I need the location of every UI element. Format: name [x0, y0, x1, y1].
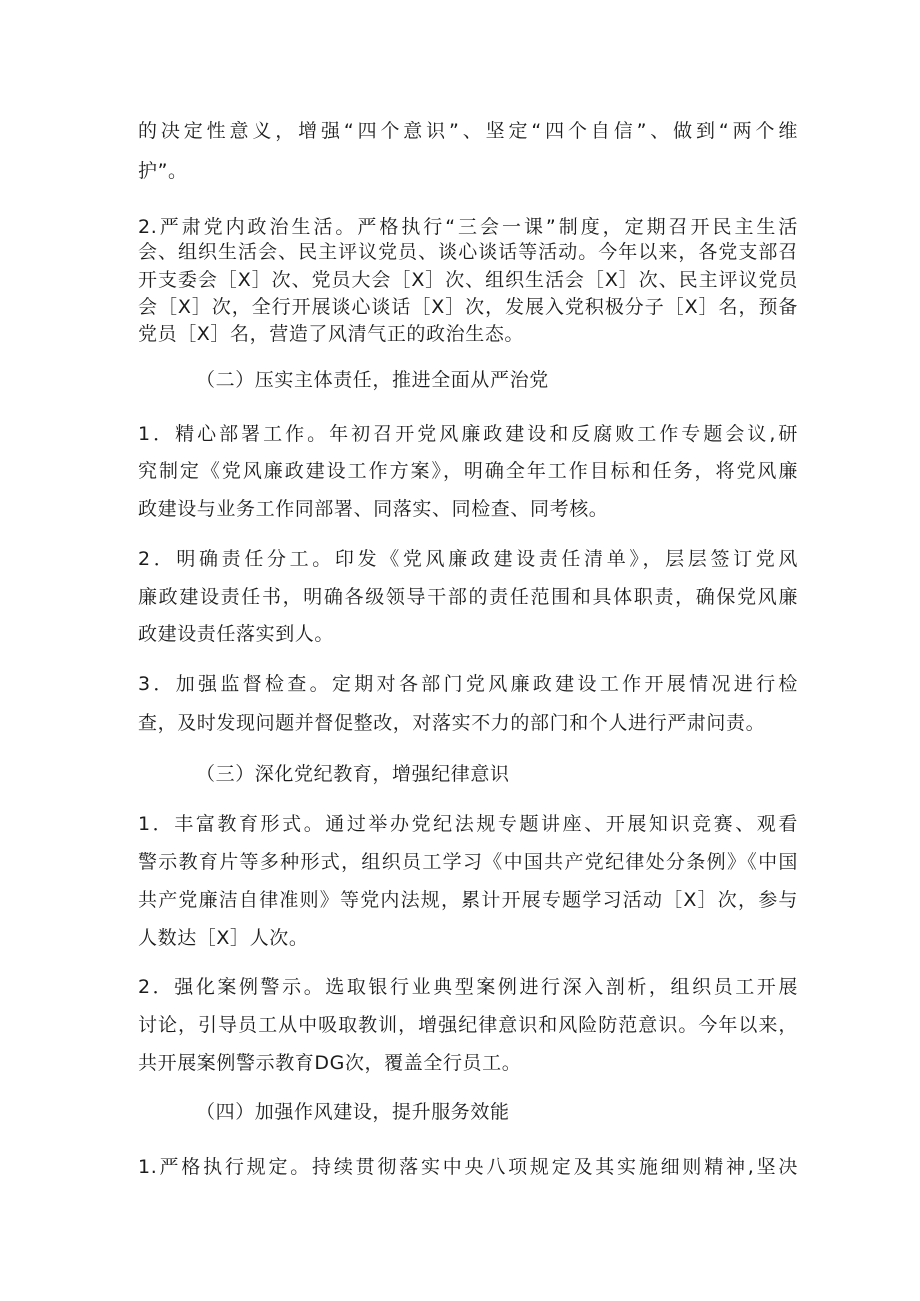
body-text-line: 政建设责任落实到人。: [138, 623, 335, 645]
body-text-line: 讨论，引导员工从中吸取教训，增强纪律意识和风险防范意识。今年以来，: [138, 1014, 798, 1036]
body-text-line: 1．丰富教育形式。通过举办党纪法规专题讲座、开展知识竞赛、观看: [138, 813, 798, 835]
body-text-line: 究制定《党风廉政建设工作方案》，明确全年工作目标和任务，将党风廉: [138, 460, 798, 482]
body-text-line: 1.严格执行规定。持续贯彻落实中央八项规定及其实施细则精神,坚决: [138, 1156, 798, 1178]
body-text-line: 会［X］次，全行开展谈心谈话［X］次，发展入党积极分子［X］名，预备: [138, 296, 798, 318]
body-text-line: 2．明确责任分工。印发《党风廉政建设责任清单》，层层签订党风: [138, 548, 798, 570]
body-text-line: 共产党廉洁自律准则》等党内法规，累计开展专题学习活动［X］次，参与: [138, 889, 798, 911]
body-text-line: 人数达［X］人次。: [138, 927, 309, 949]
body-text-line: 警示教育片等多种形式，组织员工学习《中国共产党纪律处分条例》《中国: [138, 851, 798, 873]
body-text-line: 廉政建设责任书，明确各级领导干部的责任范围和具体职责，确保党风廉: [138, 586, 798, 608]
section-heading: （三）深化党纪教育，增强纪律意识: [196, 763, 510, 785]
body-text-line: 党员［X］名，营造了风清气正的政治生态。: [138, 323, 525, 345]
body-text-line: 会、组织生活会、民主评议党员、谈心谈话等活动。今年以来，各党支部召: [138, 241, 798, 263]
body-text-line: 的决定性意义，增强“四个意识”、坚定“四个自信”、做到“两个维: [138, 120, 798, 142]
body-text-line: 政建设与业务工作同部署、同落实、同检查、同考核。: [138, 498, 609, 520]
section-heading: （四）加强作风建设，提升服务效能: [196, 1101, 510, 1123]
section-heading: （二）压实主体责任，推进全面从严治党: [196, 369, 549, 391]
body-text-line: 查，及时发现问题并督促整改，对落实不力的部门和个人进行严肃问责。: [138, 712, 766, 734]
body-text-line: 2.严肃党内政治生活。严格执行“三会一课”制度，定期召开民主生活: [138, 216, 798, 238]
body-text-line: 共开展案例警示教育DG次，覆盖全行员工。: [138, 1052, 522, 1074]
body-text-line: 3．加强监督检查。定期对各部门党风廉政建设工作开展情况进行检: [138, 673, 798, 695]
body-text-line: 1．精心部署工作。年初召开党风廉政建设和反腐败工作专题会议,研: [138, 423, 798, 445]
body-text-line: 开支委会［X］次、党员大会［X］次、组织生活会［X］次、民主评议党员: [138, 269, 798, 291]
body-text-line: 护”。: [138, 160, 188, 182]
body-text-line: 2．强化案例警示。选取银行业典型案例进行深入剖析，组织员工开展: [138, 976, 798, 998]
